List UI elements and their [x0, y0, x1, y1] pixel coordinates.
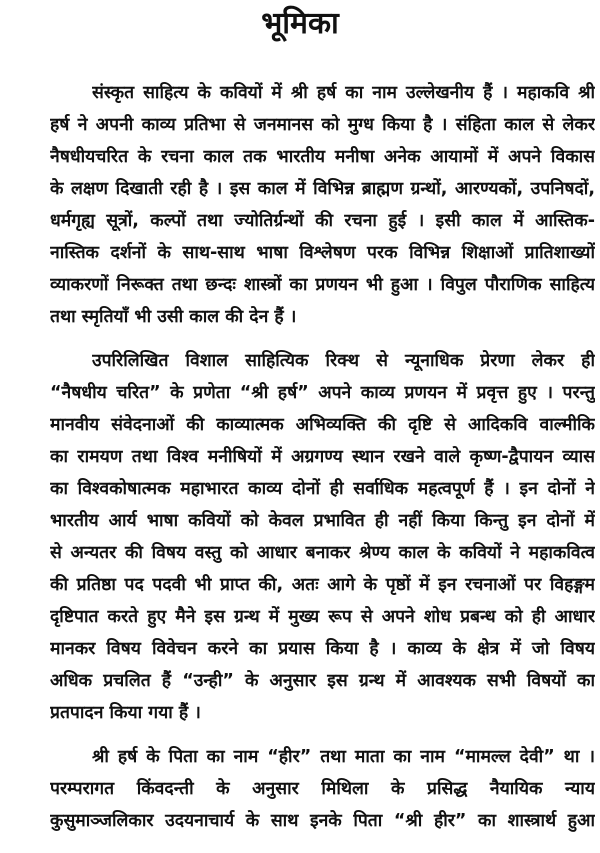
paragraph-2-line-4: का रामयण तथा विश्व मनीषियों में अग्रगण्य स्थान रखने वाले कृष्ण-द्वैपायन व्यास [50, 447, 595, 467]
paragraph-1-line-5: धर्मगृह्य सूत्रों, कल्पों तथा ज्योतिर्ग्रन्थों की रचना हुई । इसी काल में आस्तिक- [50, 211, 595, 231]
paragraph-1-line-7: व्याकरणों निरूक्त तथा छन्दः शास्त्रों का प्रणयन भी हुआ । विपुल पौराणिक साहित्य [50, 275, 595, 295]
paragraph-1-line-6: नास्तिक दर्शनों के साथ-साथ भाषा विश्लेषण परक विभिन्न शिक्षाओं प्रातिशाख्यों [50, 243, 595, 263]
paragraph-3-line-1: श्री हर्ष के पिता का नाम “हीर” तथा माता का नाम “मामल्ल देवी” था । [92, 747, 595, 767]
paragraph-1-line-1: संस्कृत साहित्य के कवियों में श्री हर्ष का नाम उल्लेखनीय हैं । महाकवि श्री [92, 83, 595, 103]
paragraph-2-line-9: दृष्टिपात करते हुए मैने इस ग्रन्थ में मुख्य रूप से अपने शोध प्रबन्ध को ही आधार [50, 607, 595, 627]
paragraph-2-line-11: अधिक प्रचलित हैं “उन्ही” के अनुसार इस ग्रन्थ में आवश्यक सभी विषयों का [50, 671, 595, 691]
paragraph-2-line-5: का विश्वकोषात्मक महाभारत काव्य दोनों ही सर्वाधिक महत्वपूर्ण हैं । इन दोनों ने [50, 479, 595, 499]
paragraph-2-line-2: “नैषधीय चरित” के प्रणेता “श्री हर्ष” अपने काव्य प्रणयन में प्रवृत्त हुए । परन्तु [50, 383, 595, 403]
paragraph-2-line-7: से अन्यतर की विषय वस्तु को आधार बनाकर श्रेण्य काल के कवियों ने महाकवित्व [50, 543, 595, 563]
paragraph-2-line-3: मानवीय संवेदनाओं की काव्यात्मक अभिव्यक्ति की दृष्टि से आदिकवि वाल्मीकि [50, 415, 595, 435]
paragraph-1-line-2: हर्ष ने अपनी काव्य प्रतिभा से जनमानस को मुग्ध किया है । संहिता काल से लेकर [50, 115, 595, 135]
paragraph-2-line-10: मानकर विषय विवेचन करने का प्रयास किया है । काव्य के क्षेत्र में जो विषय [50, 639, 595, 659]
paragraph-1-line-3: नैषधीयचरित के रचना काल तक भारतीय मनीषा अनेक आयामों में अपने विकास [50, 147, 595, 167]
paragraph-2-line-12: प्रतपादन किया गया हैं । [50, 703, 201, 723]
page-title: भूमिका [261, 6, 339, 41]
paragraph-2-line-6: भारतीय आर्य भाषा कवियों को केवल प्रभावित ही नहीं किया किन्तु इन दोनों में [50, 511, 595, 531]
paragraph-2-line-8: की प्रतिष्ठा पद पदवी भी प्राप्त की, अतः आगे के पृष्ठों में इन रचनाओं पर विहङ्गम [50, 575, 595, 595]
paragraph-1-line-8: तथा स्मृतियाँ भी उसी काल की देन हैं । [50, 307, 297, 327]
paragraph-3-line-2: परम्परागत किंवदन्ती के अनुसार मिथिला के प्रसिद्ध नैयायिक न्याय [50, 779, 595, 799]
paragraph-3-line-3: कुसुमाञ्जलिकार उदयनाचार्य के साथ इनके पिता “श्री हीर” का शास्त्रार्थ हुआ [50, 811, 595, 831]
paragraph-1-line-4: के लक्षण दिखाती रही है । इस काल में विभिन्न ब्राह्मण ग्रन्थों, आरण्यकों, उपनिषदों, [50, 179, 595, 199]
paragraph-2-line-1: उपरिलिखित विशाल साहित्यिक रिक्थ से न्यूनाधिक प्रेरणा लेकर ही [92, 351, 595, 371]
